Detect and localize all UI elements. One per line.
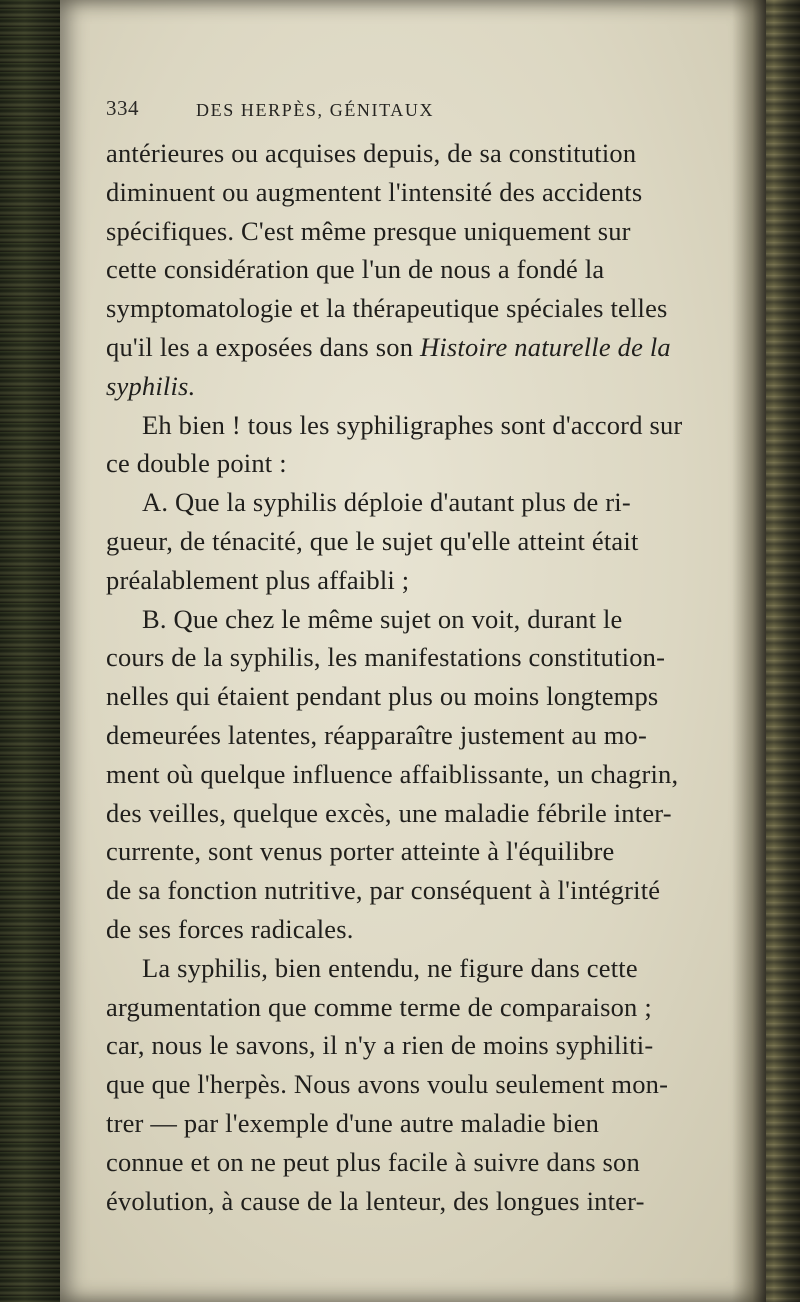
text-span: qu'il les a exposées dans son <box>106 331 420 362</box>
paragraph-start: La syphilis, bien entendu, ne figure dans cette <box>142 952 638 983</box>
text-line: cette considération que l'un de nous a fondé la <box>106 254 605 285</box>
text-line: symptomatologie et la thérapeutique spéciales telles <box>106 293 668 324</box>
list-item-a: A. Que la syphilis déploie d'autant plus de ri- <box>142 487 631 518</box>
text-line: préalablement plus affaibli ; <box>106 564 410 595</box>
text-line: ce double point : <box>106 448 287 479</box>
text-line: syphilis. <box>106 370 196 401</box>
text-line: trer — par l'exemple d'une autre maladie bien <box>106 1107 600 1138</box>
text-line: ment où quelque influence affaiblissante, un chagrin, <box>106 758 679 789</box>
text-line: gueur, de ténacité, que le sujet qu'elle atteint était <box>106 525 639 556</box>
text-line: argumentation que comme terme de comparaison ; <box>106 991 652 1022</box>
text-line: spécifiques. C'est même presque uniquement sur <box>106 215 631 246</box>
text-line: connue et on ne peut plus facile à suivre dans son <box>106 1146 640 1177</box>
text-line: des veilles, quelque excès, une maladie fébrile inter- <box>106 797 672 828</box>
paragraph-start: Eh bien ! tous les syphiligraphes sont d'accord sur <box>142 409 683 440</box>
text-line: diminuent ou augmentent l'intensité des accidents <box>106 176 643 207</box>
list-item-b: B. Que chez le même sujet on voit, durant le <box>142 603 623 634</box>
scanner-edge-right <box>760 0 800 1302</box>
running-head: DES HERPÈS, GÉNITAUX <box>196 100 435 120</box>
body-text <box>106 134 746 1220</box>
text-line: de ses forces radicales. <box>106 913 354 944</box>
text-line: de sa fonction nutritive, par conséquent à l'intégrité <box>106 875 661 906</box>
page-header <box>106 96 706 132</box>
scanner-edge-left <box>0 0 62 1302</box>
text-line <box>106 328 746 367</box>
text-line: cours de la syphilis, les manifestations constitution- <box>106 642 666 673</box>
text-line: currente, sont venus porter atteinte à l'équilibre <box>106 836 615 867</box>
page-number: 334 <box>106 96 139 120</box>
text-line: évolution, à cause de la lenteur, des longues inter- <box>106 1185 645 1216</box>
text-line: car, nous le savons, il n'y a rien de moins syphiliti- <box>106 1030 654 1061</box>
text-line: que que l'herpès. Nous avons voulu seulement mon- <box>106 1069 669 1100</box>
book-title-italic: Histoire naturelle de la <box>420 331 671 362</box>
text-line: antérieures ou acquises depuis, de sa constitution <box>106 138 637 168</box>
text-line: nelles qui étaient pendant plus ou moins longtemps <box>106 681 659 712</box>
text-line: demeurées latentes, réapparaître justement au mo- <box>106 719 648 750</box>
